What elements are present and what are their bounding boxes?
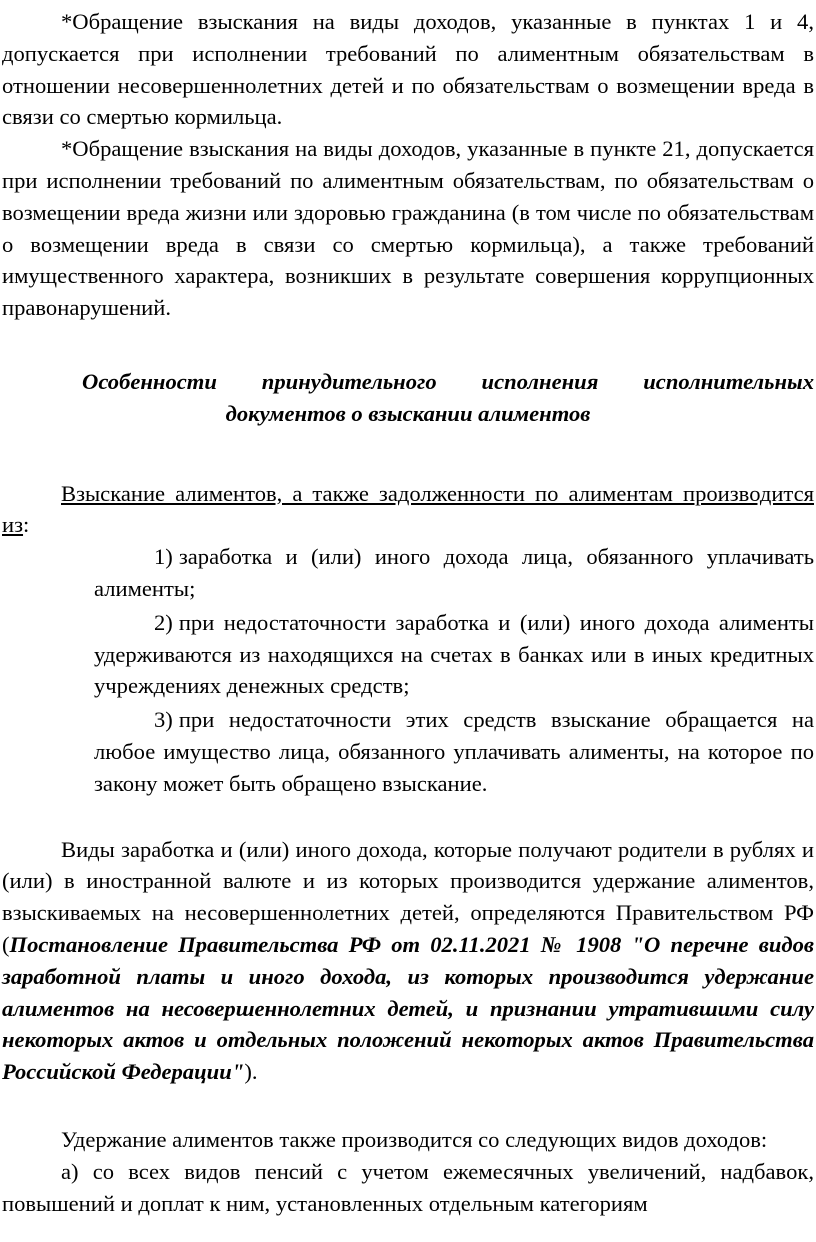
paragraph-pensions: а) со всех видов пенсий с учетом ежемесячных увеличений, надбавок, повышений и доплат к ним, установленных отдельным категориям xyxy=(2,1158,814,1216)
decree-intro: Виды заработка и (или) иного дохода, которые получают родители в рублях и (или) в иностранной валюте и из которых производится удержание алиментов, взыскиваемых на несовершеннолетних детей, определяются Правительством РФ ( xyxy=(2,836,814,957)
paragraph-levy-point-21: *Обращение взыскания на виды доходов, указанные в пункте 21, допускается при исполнении требований по алиментным обязательствам, по обязательствам о возмещении вреда жизни или здоровью гражданина (в том числе по обязательствам о возмещении вреда в связи со смертью кормильца), а также требований имущественного характера, возникших в результате совершения коррупционных правонарушений. xyxy=(2,136,814,321)
list-item xyxy=(94,607,814,702)
list-item-number: 3) xyxy=(154,707,173,733)
heading-line-2: документов о взыскании алиментов xyxy=(225,400,591,426)
list-item xyxy=(94,704,814,799)
sources-list xyxy=(2,541,814,799)
paragraph-government-decree xyxy=(2,834,814,1088)
list-item-number: 1) xyxy=(154,544,173,570)
section-intro xyxy=(2,478,814,542)
paragraph-levy-points-1-4: *Обращение взыскания на виды доходов, указанные в пунктах 1 и 4, допускается при исполнении требований по алиментным обязательствам в отношении несовершеннолетних детей и по обязательствам о возмещении вреда в связи со смертью кормильца. xyxy=(2,9,814,130)
list-item-text: при недостаточности заработка и (или) иного дохода алименты удерживаются из находящихся на счетах в банках или в иных кредитных учреждениях денежных средств; xyxy=(94,609,814,699)
section-intro-colon: : xyxy=(23,512,30,538)
section-heading xyxy=(2,366,814,430)
list-item-text: заработка и (или) иного дохода лица, обязанного уплачивать алименты; xyxy=(94,544,814,601)
paragraph-income-types: Удержание алиментов также производится со следующих видов доходов: xyxy=(61,1126,768,1152)
section-intro-underlined: Взыскание алиментов, а также задолженности по алиментам производится из xyxy=(2,480,814,538)
list-item-number: 2) xyxy=(154,609,173,635)
decree-reference: Постановление Правительства РФ от 02.11.2021 № 1908 "О перечне видов заработной платы и иного дохода, из которых производится удержание алиментов на несовершеннолетних детей, и признании утратившими силу некоторых актов и отдельных положений некоторых актов Правительства Российской Федерации" xyxy=(2,931,814,1085)
heading-line-1: Особенности принудительного исполнения исполнительных xyxy=(82,368,814,394)
list-item xyxy=(94,541,814,605)
list-item-text: при недостаточности этих средств взыскание обращается на любое имущество лица, обязанного уплачивать алименты, на которое по закону может быть обращено взыскание. xyxy=(94,707,814,796)
decree-end: ). xyxy=(244,1059,258,1085)
